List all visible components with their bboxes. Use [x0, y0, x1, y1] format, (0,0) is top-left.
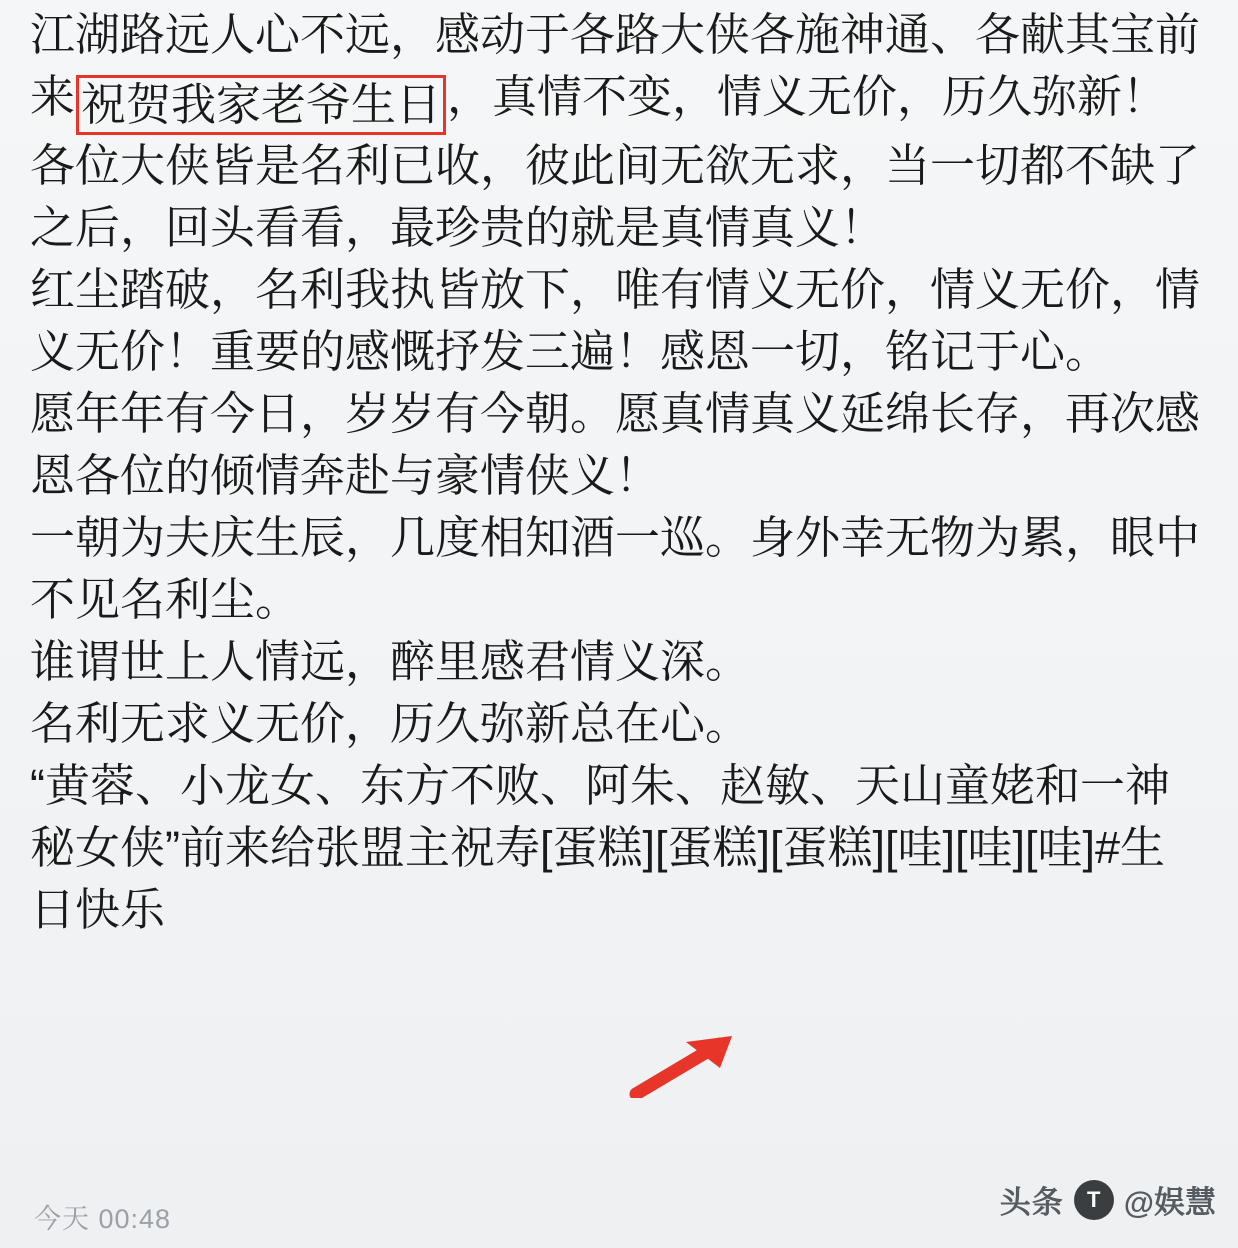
post-paragraph-5: 一朝为夫庆生辰，几度相知酒一巡。身外幸无物为累，眼中不见名利尘。: [30, 512, 1201, 625]
post-text-body: [30, 4, 1210, 941]
post-paragraph-8: “黄蓉、小龙女、东方不败、阿朱、赵敏、天山童姥和一神秘女侠”前来给张盟主祝寿[蛋糕][蛋糕][蛋糕][哇][哇][哇]#生日快乐: [30, 760, 1170, 935]
post-paragraph-1: [30, 4, 1210, 135]
paragraph-text-plain: 江湖路远人心不远，感动于各路大侠各施神通、各献其宝前来: [30, 9, 1201, 122]
post-timestamp: 今天 00:48: [34, 1204, 172, 1234]
post-paragraph-7: 名利无求义无价，历久弥新总在心。: [30, 698, 751, 749]
watermark-account: @娱慧: [1123, 1185, 1216, 1220]
red-arrow-annotation-icon: [628, 1028, 748, 1098]
post-paragraph-6: 谁谓世上人情远，醉里感君情义深。: [30, 636, 751, 687]
toutiao-logo-icon: T: [1074, 1180, 1114, 1220]
watermark-brand: 头条: [999, 1185, 1064, 1220]
highlighted-phrase: 祝贺我家老爷生日: [76, 75, 446, 135]
post-paragraph-2: 各位大侠皆是名利已收，彼此间无欲无求，当一切都不缺了之后，回头看看，最珍贵的就是真情真义！: [30, 140, 1201, 253]
post-paragraph-3: 红尘踏破，名利我执皆放下，唯有情义无价，情义无价，情义无价！重要的感慨抒发三遍！感恩一切，铭记于心。: [30, 264, 1201, 377]
post-paragraph-4: 愿年年有今日，岁岁有今朝。愿真情真义延绵长存，再次感恩各位的倾情奔赴与豪情侠义！: [30, 388, 1201, 501]
watermark: [1000, 1177, 1216, 1222]
paragraph-text-plain: ，真情不变，情义无价，历久弥新！: [447, 71, 1168, 122]
